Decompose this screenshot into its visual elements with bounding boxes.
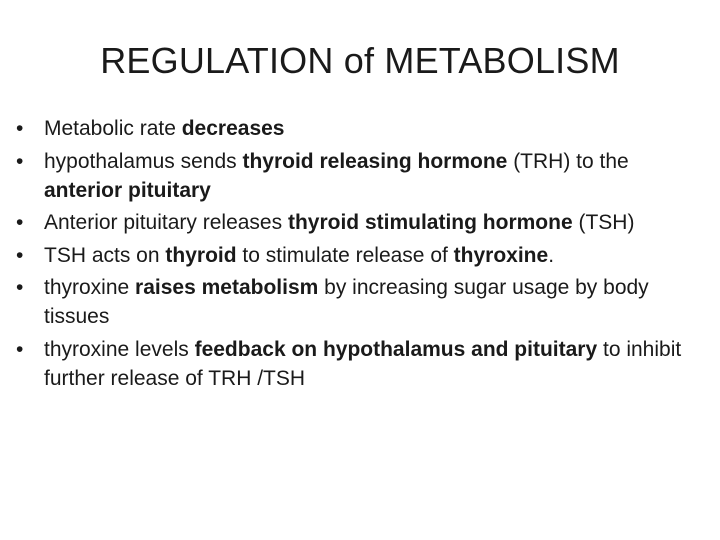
bullet-text: to inhibit further release of TRH /TSH	[44, 337, 682, 390]
bullet-item	[14, 208, 704, 237]
bullet-item	[14, 335, 704, 393]
bullet-marker: •	[16, 337, 24, 361]
bullet-marker: •	[16, 211, 24, 234]
bullet-emphasis-text: raises metabolism	[135, 276, 319, 299]
bullet-text: to stimulate release of	[236, 243, 454, 267]
bullet-item	[14, 241, 704, 270]
bullet-emphasis-text: anterior pituitary	[44, 178, 211, 202]
bullet-emphasis-text: thyroid stimulating hormone	[287, 211, 573, 234]
bullet-text: TSH acts on	[44, 243, 166, 267]
bullet-emphasis-text: thyroid releasing hormone	[242, 149, 508, 173]
bullet-list	[14, 114, 704, 396]
bullet-emphasis-text: thyroid	[165, 243, 237, 267]
bullet-text: by increasing sugar usage by body tissues	[44, 276, 649, 328]
slide-title: REGULATION of METABOLISM	[100, 40, 620, 81]
bullet-item	[14, 114, 704, 143]
bullet-item	[14, 273, 704, 331]
bullet-marker: •	[16, 276, 24, 299]
bullet-emphasis-text: decreases	[181, 117, 285, 140]
bullet-emphasis-text: thyroxine	[453, 243, 549, 267]
bullet-item	[14, 147, 704, 205]
bullet-text: Metabolic rate	[44, 117, 182, 140]
bullet-text: .	[548, 243, 555, 267]
bullet-emphasis-text: feedback on hypothalamus and pituitary	[194, 337, 598, 361]
bullet-marker: •	[16, 117, 24, 140]
bullet-marker: •	[16, 243, 24, 267]
bullet-text: hypothalamus sends	[44, 149, 243, 173]
bullet-text: (TSH)	[572, 211, 635, 234]
bullet-marker: •	[16, 149, 24, 173]
bullet-text: thyroxine	[44, 276, 136, 299]
bullet-text: thyroxine levels	[44, 337, 195, 361]
bullet-text: (TRH) to the	[507, 149, 629, 173]
bullet-text: Anterior pituitary releases	[44, 211, 288, 234]
